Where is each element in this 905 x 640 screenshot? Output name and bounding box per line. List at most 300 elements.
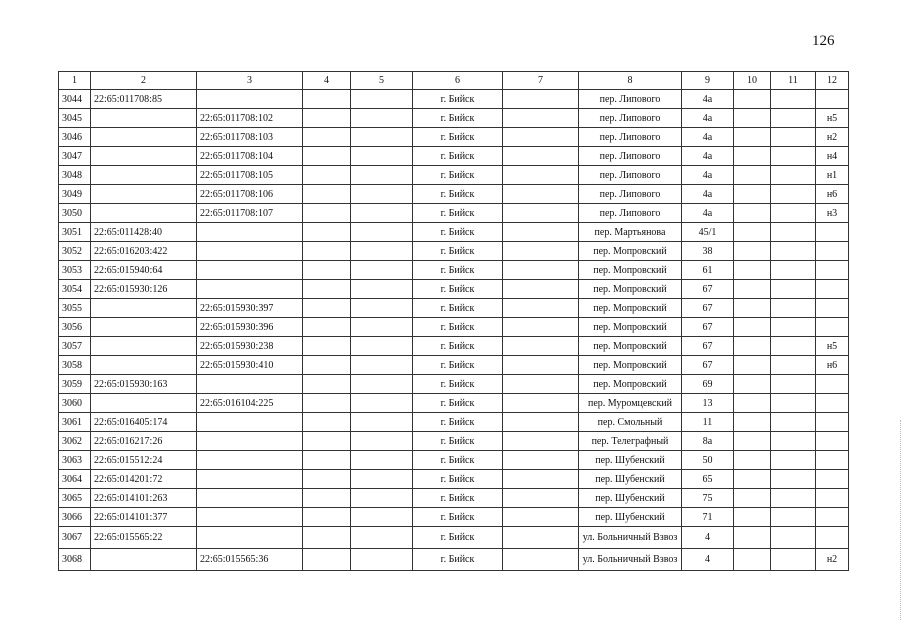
- col10-cell: [734, 147, 771, 166]
- premises-number-cell: 22:65:015930:396: [197, 318, 303, 337]
- house-number-cell: 61: [682, 261, 734, 280]
- city-cell: г. Бийск: [413, 413, 503, 432]
- col7-cell: [503, 549, 579, 571]
- col10-cell: [734, 549, 771, 571]
- street-cell: пер. Смольный: [579, 413, 682, 432]
- city-cell: г. Бийск: [413, 337, 503, 356]
- col5-cell: [351, 432, 413, 451]
- city-cell: г. Бийск: [413, 223, 503, 242]
- parcel-number-cell: 22:65:015512:24: [91, 451, 197, 470]
- col5-cell: [351, 166, 413, 185]
- street-cell: пер. Мопровский: [579, 318, 682, 337]
- column-header: 11: [771, 72, 816, 90]
- row-number-cell: 3067: [59, 527, 91, 549]
- col4-cell: [303, 356, 351, 375]
- column-header: 10: [734, 72, 771, 90]
- table-row: [59, 223, 849, 242]
- parcel-number-cell: [91, 549, 197, 571]
- note-cell: [816, 527, 849, 549]
- note-cell: н5: [816, 337, 849, 356]
- column-header: 4: [303, 72, 351, 90]
- street-cell: пер. Мопровский: [579, 299, 682, 318]
- house-number-cell: 4а: [682, 128, 734, 147]
- city-cell: г. Бийск: [413, 508, 503, 527]
- parcel-number-cell: [91, 299, 197, 318]
- table-row: [59, 508, 849, 527]
- row-number-cell: 3053: [59, 261, 91, 280]
- note-cell: [816, 394, 849, 413]
- col7-cell: [503, 280, 579, 299]
- note-cell: [816, 489, 849, 508]
- city-cell: г. Бийск: [413, 280, 503, 299]
- house-number-cell: 4: [682, 527, 734, 549]
- column-header: 12: [816, 72, 849, 90]
- col4-cell: [303, 261, 351, 280]
- city-cell: г. Бийск: [413, 394, 503, 413]
- note-cell: [816, 261, 849, 280]
- premises-number-cell: [197, 432, 303, 451]
- col4-cell: [303, 375, 351, 394]
- table-row: [59, 242, 849, 261]
- note-cell: [816, 299, 849, 318]
- col5-cell: [351, 90, 413, 109]
- city-cell: г. Бийск: [413, 549, 503, 571]
- premises-number-cell: [197, 223, 303, 242]
- city-cell: г. Бийск: [413, 527, 503, 549]
- row-number-cell: 3063: [59, 451, 91, 470]
- note-cell: н1: [816, 166, 849, 185]
- city-cell: г. Бийск: [413, 90, 503, 109]
- col11-cell: [771, 299, 816, 318]
- col10-cell: [734, 204, 771, 223]
- premises-number-cell: 22:65:015930:397: [197, 299, 303, 318]
- street-cell: пер. Мопровский: [579, 356, 682, 375]
- street-cell: пер. Липового: [579, 128, 682, 147]
- row-number-cell: 3054: [59, 280, 91, 299]
- col5-cell: [351, 470, 413, 489]
- col10-cell: [734, 337, 771, 356]
- col4-cell: [303, 489, 351, 508]
- col5-cell: [351, 185, 413, 204]
- col10-cell: [734, 299, 771, 318]
- col10-cell: [734, 318, 771, 337]
- col7-cell: [503, 356, 579, 375]
- col11-cell: [771, 318, 816, 337]
- street-cell: ул. Больничный Взвоз: [579, 549, 682, 571]
- note-cell: [816, 375, 849, 394]
- row-number-cell: 3064: [59, 470, 91, 489]
- col7-cell: [503, 318, 579, 337]
- table-row: [59, 90, 849, 109]
- city-cell: г. Бийск: [413, 204, 503, 223]
- table-row: [59, 204, 849, 223]
- street-cell: пер. Шубенский: [579, 508, 682, 527]
- city-cell: г. Бийск: [413, 242, 503, 261]
- table-row: [59, 394, 849, 413]
- table-row: [59, 489, 849, 508]
- street-cell: пер. Телеграфный: [579, 432, 682, 451]
- note-cell: [816, 223, 849, 242]
- street-cell: пер. Липового: [579, 90, 682, 109]
- col10-cell: [734, 489, 771, 508]
- col5-cell: [351, 489, 413, 508]
- col7-cell: [503, 470, 579, 489]
- col4-cell: [303, 223, 351, 242]
- parcel-number-cell: 22:65:016217:26: [91, 432, 197, 451]
- col4-cell: [303, 185, 351, 204]
- street-cell: пер. Шубенский: [579, 451, 682, 470]
- page-number: 126: [812, 33, 835, 49]
- street-cell: пер. Мопровский: [579, 337, 682, 356]
- row-number-cell: 3065: [59, 489, 91, 508]
- house-number-cell: 4а: [682, 147, 734, 166]
- city-cell: г. Бийск: [413, 109, 503, 128]
- premises-number-cell: 22:65:011708:107: [197, 204, 303, 223]
- parcel-number-cell: [91, 204, 197, 223]
- street-cell: пер. Липового: [579, 109, 682, 128]
- parcel-number-cell: 22:65:016405:174: [91, 413, 197, 432]
- col7-cell: [503, 242, 579, 261]
- column-header: 2: [91, 72, 197, 90]
- table-row: [59, 109, 849, 128]
- col7-cell: [503, 508, 579, 527]
- row-number-cell: 3055: [59, 299, 91, 318]
- house-number-cell: 38: [682, 242, 734, 261]
- row-number-cell: 3061: [59, 413, 91, 432]
- col4-cell: [303, 147, 351, 166]
- col10-cell: [734, 261, 771, 280]
- column-header: 6: [413, 72, 503, 90]
- premises-number-cell: 22:65:011708:106: [197, 185, 303, 204]
- house-number-cell: 67: [682, 280, 734, 299]
- col7-cell: [503, 432, 579, 451]
- col7-cell: [503, 337, 579, 356]
- row-number-cell: 3059: [59, 375, 91, 394]
- col10-cell: [734, 432, 771, 451]
- table-row: [59, 185, 849, 204]
- col4-cell: [303, 470, 351, 489]
- note-cell: [816, 242, 849, 261]
- col11-cell: [771, 394, 816, 413]
- street-cell: пер. Мопровский: [579, 242, 682, 261]
- house-number-cell: 69: [682, 375, 734, 394]
- house-number-cell: 11: [682, 413, 734, 432]
- note-cell: [816, 280, 849, 299]
- col5-cell: [351, 128, 413, 147]
- street-cell: пер. Муромцевский: [579, 394, 682, 413]
- col4-cell: [303, 527, 351, 549]
- parcel-number-cell: [91, 185, 197, 204]
- city-cell: г. Бийск: [413, 261, 503, 280]
- premises-number-cell: 22:65:015930:410: [197, 356, 303, 375]
- col11-cell: [771, 527, 816, 549]
- parcel-number-cell: [91, 394, 197, 413]
- premises-number-cell: 22:65:015565:36: [197, 549, 303, 571]
- house-number-cell: 67: [682, 356, 734, 375]
- note-cell: [816, 318, 849, 337]
- note-cell: н6: [816, 356, 849, 375]
- col10-cell: [734, 242, 771, 261]
- note-cell: н6: [816, 185, 849, 204]
- registry-table: [58, 71, 849, 571]
- col10-cell: [734, 508, 771, 527]
- col7-cell: [503, 375, 579, 394]
- note-cell: н2: [816, 549, 849, 571]
- parcel-number-cell: [91, 109, 197, 128]
- col5-cell: [351, 280, 413, 299]
- row-number-cell: 3056: [59, 318, 91, 337]
- row-number-cell: 3045: [59, 109, 91, 128]
- city-cell: г. Бийск: [413, 185, 503, 204]
- col4-cell: [303, 413, 351, 432]
- col11-cell: [771, 280, 816, 299]
- house-number-cell: 71: [682, 508, 734, 527]
- parcel-number-cell: 22:65:015940:64: [91, 261, 197, 280]
- row-number-cell: 3068: [59, 549, 91, 571]
- col4-cell: [303, 280, 351, 299]
- premises-number-cell: [197, 489, 303, 508]
- col10-cell: [734, 394, 771, 413]
- col7-cell: [503, 413, 579, 432]
- col5-cell: [351, 508, 413, 527]
- scan-artifact: [900, 420, 903, 620]
- col7-cell: [503, 109, 579, 128]
- street-cell: пер. Мопровский: [579, 280, 682, 299]
- parcel-number-cell: [91, 166, 197, 185]
- col4-cell: [303, 90, 351, 109]
- parcel-number-cell: 22:65:016203:422: [91, 242, 197, 261]
- col5-cell: [351, 394, 413, 413]
- col5-cell: [351, 109, 413, 128]
- row-number-cell: 3049: [59, 185, 91, 204]
- col5-cell: [351, 223, 413, 242]
- premises-number-cell: [197, 527, 303, 549]
- col7-cell: [503, 299, 579, 318]
- col10-cell: [734, 356, 771, 375]
- city-cell: г. Бийск: [413, 166, 503, 185]
- col10-cell: [734, 90, 771, 109]
- parcel-number-cell: 22:65:011708:85: [91, 90, 197, 109]
- city-cell: г. Бийск: [413, 299, 503, 318]
- city-cell: г. Бийск: [413, 432, 503, 451]
- table-row: [59, 549, 849, 571]
- col7-cell: [503, 204, 579, 223]
- premises-number-cell: 22:65:011708:104: [197, 147, 303, 166]
- col11-cell: [771, 432, 816, 451]
- premises-number-cell: 22:65:016104:225: [197, 394, 303, 413]
- col4-cell: [303, 128, 351, 147]
- col7-cell: [503, 489, 579, 508]
- registry-body: [59, 90, 849, 571]
- row-number-cell: 3052: [59, 242, 91, 261]
- parcel-number-cell: 22:65:015930:126: [91, 280, 197, 299]
- col7-cell: [503, 223, 579, 242]
- row-number-cell: 3046: [59, 128, 91, 147]
- city-cell: г. Бийск: [413, 147, 503, 166]
- col11-cell: [771, 166, 816, 185]
- table-row: [59, 337, 849, 356]
- table-row: [59, 261, 849, 280]
- table-row: [59, 318, 849, 337]
- col11-cell: [771, 549, 816, 571]
- house-number-cell: 45/1: [682, 223, 734, 242]
- row-number-cell: 3051: [59, 223, 91, 242]
- house-number-cell: 67: [682, 337, 734, 356]
- col11-cell: [771, 413, 816, 432]
- parcel-number-cell: 22:65:015930:163: [91, 375, 197, 394]
- note-cell: н2: [816, 128, 849, 147]
- col10-cell: [734, 470, 771, 489]
- table-row: [59, 299, 849, 318]
- col5-cell: [351, 204, 413, 223]
- col5-cell: [351, 356, 413, 375]
- col5-cell: [351, 242, 413, 261]
- table-row: [59, 451, 849, 470]
- city-cell: г. Бийск: [413, 489, 503, 508]
- parcel-number-cell: 22:65:014101:263: [91, 489, 197, 508]
- premises-number-cell: [197, 280, 303, 299]
- col10-cell: [734, 185, 771, 204]
- col7-cell: [503, 394, 579, 413]
- street-cell: пер. Шубенский: [579, 470, 682, 489]
- col11-cell: [771, 128, 816, 147]
- street-cell: пер. Липового: [579, 147, 682, 166]
- col5-cell: [351, 451, 413, 470]
- note-cell: [816, 470, 849, 489]
- col7-cell: [503, 166, 579, 185]
- house-number-cell: 4а: [682, 185, 734, 204]
- row-number-cell: 3048: [59, 166, 91, 185]
- col7-cell: [503, 527, 579, 549]
- column-header: 7: [503, 72, 579, 90]
- col4-cell: [303, 204, 351, 223]
- row-number-cell: 3066: [59, 508, 91, 527]
- premises-number-cell: [197, 413, 303, 432]
- col4-cell: [303, 318, 351, 337]
- row-number-cell: 3062: [59, 432, 91, 451]
- col5-cell: [351, 337, 413, 356]
- premises-number-cell: [197, 261, 303, 280]
- col10-cell: [734, 375, 771, 394]
- note-cell: [816, 508, 849, 527]
- parcel-number-cell: 22:65:014101:377: [91, 508, 197, 527]
- house-number-cell: 50: [682, 451, 734, 470]
- street-cell: пер. Липового: [579, 204, 682, 223]
- col7-cell: [503, 451, 579, 470]
- column-header: 5: [351, 72, 413, 90]
- house-number-cell: 67: [682, 318, 734, 337]
- city-cell: г. Бийск: [413, 470, 503, 489]
- street-cell: пер. Мопровский: [579, 261, 682, 280]
- house-number-cell: 4а: [682, 204, 734, 223]
- col5-cell: [351, 318, 413, 337]
- col10-cell: [734, 527, 771, 549]
- street-cell: пер. Липового: [579, 185, 682, 204]
- row-number-cell: 3050: [59, 204, 91, 223]
- header-row: [59, 72, 849, 90]
- premises-number-cell: [197, 508, 303, 527]
- street-cell: ул. Больничный Взвоз: [579, 527, 682, 549]
- house-number-cell: 8а: [682, 432, 734, 451]
- table-row: [59, 527, 849, 549]
- parcel-number-cell: [91, 318, 197, 337]
- premises-number-cell: 22:65:011708:105: [197, 166, 303, 185]
- row-number-cell: 3058: [59, 356, 91, 375]
- premises-number-cell: [197, 242, 303, 261]
- street-cell: пер. Мопровский: [579, 375, 682, 394]
- col7-cell: [503, 185, 579, 204]
- table-row: [59, 166, 849, 185]
- note-cell: н5: [816, 109, 849, 128]
- premises-number-cell: 22:65:011708:103: [197, 128, 303, 147]
- col10-cell: [734, 451, 771, 470]
- col10-cell: [734, 413, 771, 432]
- parcel-number-cell: [91, 128, 197, 147]
- house-number-cell: 67: [682, 299, 734, 318]
- col4-cell: [303, 242, 351, 261]
- parcel-number-cell: 22:65:015565:22: [91, 527, 197, 549]
- column-header: 3: [197, 72, 303, 90]
- col4-cell: [303, 394, 351, 413]
- premises-number-cell: [197, 470, 303, 489]
- col11-cell: [771, 470, 816, 489]
- column-header: 1: [59, 72, 91, 90]
- col11-cell: [771, 204, 816, 223]
- note-cell: [816, 432, 849, 451]
- city-cell: г. Бийск: [413, 375, 503, 394]
- col11-cell: [771, 109, 816, 128]
- row-number-cell: 3057: [59, 337, 91, 356]
- table-row: [59, 147, 849, 166]
- parcel-number-cell: 22:65:011428:40: [91, 223, 197, 242]
- table-row: [59, 356, 849, 375]
- table-row: [59, 375, 849, 394]
- col11-cell: [771, 242, 816, 261]
- col5-cell: [351, 299, 413, 318]
- house-number-cell: 13: [682, 394, 734, 413]
- table-row: [59, 432, 849, 451]
- note-cell: [816, 413, 849, 432]
- col11-cell: [771, 147, 816, 166]
- col11-cell: [771, 185, 816, 204]
- col10-cell: [734, 128, 771, 147]
- col7-cell: [503, 147, 579, 166]
- note-cell: [816, 90, 849, 109]
- col10-cell: [734, 223, 771, 242]
- premises-number-cell: [197, 90, 303, 109]
- col4-cell: [303, 549, 351, 571]
- col5-cell: [351, 413, 413, 432]
- col11-cell: [771, 337, 816, 356]
- table-row: [59, 128, 849, 147]
- col5-cell: [351, 261, 413, 280]
- col4-cell: [303, 451, 351, 470]
- premises-number-cell: 22:65:015930:238: [197, 337, 303, 356]
- col7-cell: [503, 90, 579, 109]
- col4-cell: [303, 432, 351, 451]
- col11-cell: [771, 489, 816, 508]
- premises-number-cell: [197, 451, 303, 470]
- col11-cell: [771, 451, 816, 470]
- col5-cell: [351, 527, 413, 549]
- col5-cell: [351, 549, 413, 571]
- row-number-cell: 3047: [59, 147, 91, 166]
- house-number-cell: 75: [682, 489, 734, 508]
- col5-cell: [351, 375, 413, 394]
- col4-cell: [303, 508, 351, 527]
- street-cell: пер. Мартьянова: [579, 223, 682, 242]
- parcel-number-cell: 22:65:014201:72: [91, 470, 197, 489]
